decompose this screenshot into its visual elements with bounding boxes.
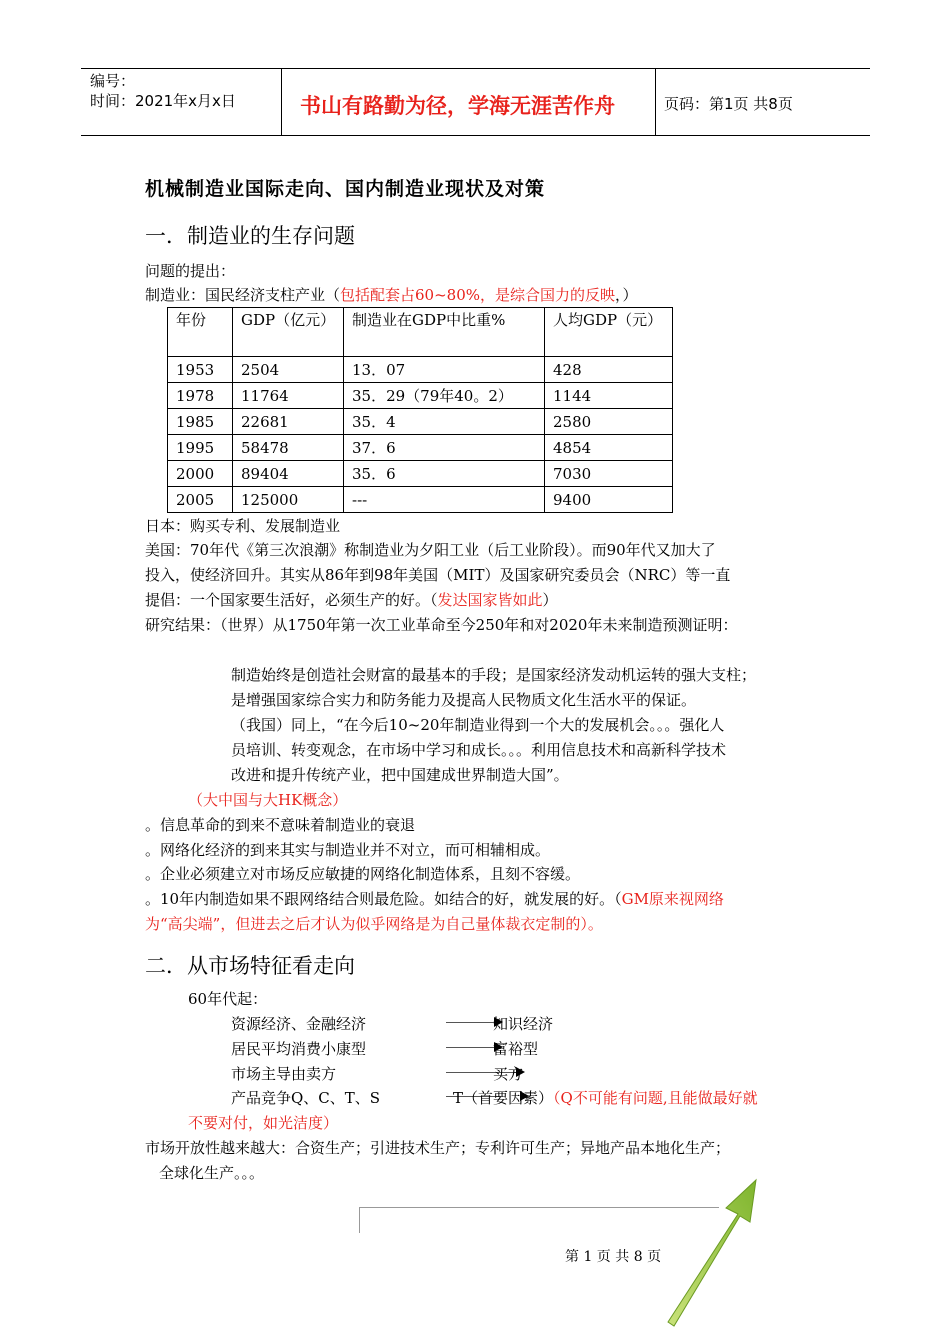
table-cell: 125000 [233, 487, 344, 513]
trend-from-4: 产品竞争Q、C、T、S [231, 1089, 381, 1107]
bullet-4-prefix: 。10年内制造如果不跟网络结合则最危险。如结合的好，就发展的好。（ [145, 890, 622, 908]
usa-line-3-red: 发达国家皆如此 [437, 591, 543, 609]
table-cell: 58478 [233, 435, 344, 461]
bullet-3: 。企业必须建立对市场反应敏捷的网络化制造体系，且刻不容缓。 [145, 865, 581, 883]
usa-line-3-suffix: ） [542, 591, 558, 609]
header-divider-left [281, 68, 282, 135]
header-bottom-rule [81, 135, 870, 136]
section-2-heading: 二．从市场特征看走向 [145, 954, 355, 978]
research-line: 研究结果：（世界）从1750年第一次工业革命至今250年和对2020年未来制造预测证明： [145, 616, 738, 634]
usa-line-3-prefix: 提倡：一个国家要生活好，必须生产的好。（ [145, 591, 438, 609]
trend-to-4-text: T（首要因素） [453, 1089, 554, 1107]
trend-to-4 [453, 1086, 758, 1111]
header-motto: 书山有路勤为径，学海无涯苦作舟 [300, 94, 615, 118]
trend-to-1: 知识经济 [493, 1015, 554, 1033]
usa-line-2: 投入，使经济回升。其实从86年到98年美国（MIT）及国家研究委员会（NRC）等一直 [145, 566, 731, 584]
table-cell: 1144 [545, 383, 673, 409]
line2-suffix: ，） [615, 286, 638, 304]
table-cell: 35．4 [344, 409, 545, 435]
table-row [168, 435, 673, 461]
table-cell: 2580 [545, 409, 673, 435]
table-cell: 1953 [168, 357, 233, 383]
usa-line-1: 美国：70年代《第三次浪潮》称制造业为夕阳工业（后工业阶段）。而90年代又加大了 [145, 541, 716, 559]
table-header-gdp: GDP（亿元） [233, 308, 344, 357]
header-top-rule [81, 68, 870, 69]
table-row [168, 409, 673, 435]
table-cell: 35．29（79年40。2） [344, 383, 545, 409]
table-cell: 35．6 [344, 461, 545, 487]
market-open-line-2: 全球化生产。。。 [159, 1164, 265, 1182]
table-row [168, 357, 673, 383]
table-row [168, 461, 673, 487]
trend-from-1: 资源经济、金融经济 [231, 1015, 367, 1033]
footer-page-number: 第 1 页 共 8 页 [565, 1249, 662, 1265]
table-cell: 7030 [545, 461, 673, 487]
document-title: 机械制造业国际走向、国内制造业现状及对策 [145, 178, 546, 200]
section-1-line2 [145, 283, 638, 308]
quote-line-3: （我国）同上，“在今后10~20年制造业得到一个大的发展机会。。。强化人 [231, 716, 725, 734]
table-header-row [168, 308, 673, 357]
quality-note-red-1: （Q不可能有问题,且能做最好就 [553, 1089, 758, 1107]
quality-note-red-2: 不要对付，如光洁度） [188, 1114, 339, 1132]
concept-note: （大中国与大HK概念） [188, 791, 348, 809]
since-60s: 60年代起： [188, 990, 268, 1008]
table-cell: 9400 [545, 487, 673, 513]
table-header-year: 年份 [168, 308, 233, 357]
trend-to-2: 富裕型 [493, 1040, 539, 1058]
table-cell: 89404 [233, 461, 344, 487]
bullet-4-red-1: GM原来视网络 [621, 890, 724, 908]
table-header-per-capita: 人均GDP（元） [545, 308, 673, 357]
header-page-info: 页码：第1页 共8页 [664, 95, 793, 113]
table-cell: 22681 [233, 409, 344, 435]
quote-line-2: 是增强国家综合实力和防务能力及提高人民物质文化生活水平的保证。 [231, 691, 697, 709]
quote-line-1: 制造始终是创造社会财富的最基本的手段；是国家经济发动机运转的强大支柱； [231, 666, 757, 684]
table-cell: 4854 [545, 435, 673, 461]
bullet-4 [145, 887, 724, 912]
section-1-heading: 一．制造业的生存问题 [145, 224, 355, 248]
table-cell: 13．07 [344, 357, 545, 383]
header-number-label: 编号： [90, 72, 136, 90]
market-open-line-1: 市场开放性越来越大：合资生产；引进技术生产；专利许可生产；异地产品本地化生产； [145, 1139, 731, 1157]
bullet-2: 。网络化经济的到来其实与制造业并不对立，而可相辅相成。 [145, 841, 551, 859]
bullet-1: 。信息革命的到来不意味着制造业的衰退 [145, 816, 416, 834]
line2-red-note: 包括配套占60~80%，是综合国力的反映 [340, 286, 616, 304]
usa-line-3 [145, 588, 558, 613]
table-cell: 1995 [168, 435, 233, 461]
table-header-share: 制造业在GDP中比重% [344, 308, 545, 357]
table-cell: 37．6 [344, 435, 545, 461]
line2-prefix: 制造业：国民经济支柱产业（ [145, 286, 341, 304]
table-cell: 2000 [168, 461, 233, 487]
table-cell: 1978 [168, 383, 233, 409]
quote-line-5: 改进和提升传统产业，把中国建成世界制造大国”。 [231, 766, 569, 784]
table-row [168, 383, 673, 409]
trend-from-2: 居民平均消费小康型 [231, 1040, 367, 1058]
section-1-intro: 问题的提出： [145, 262, 236, 280]
footer-rule-left [359, 1207, 360, 1233]
table-cell: 2005 [168, 487, 233, 513]
table-cell: --- [344, 487, 545, 513]
table-cell: 11764 [233, 383, 344, 409]
header-divider-right [655, 68, 656, 135]
quote-line-4: 员培训、转变观念，在市场中学习和成长。。。利用信息技术和高新科学技术 [231, 741, 727, 759]
trend-to-3: 买方 [493, 1065, 524, 1083]
trend-from-3: 市场主导由卖方 [231, 1065, 337, 1083]
table-cell: 1985 [168, 409, 233, 435]
table-cell: 428 [545, 357, 673, 383]
bullet-4-continued: 为“高尖端”，但进去之后才认为似乎网络是为自己量体裁衣定制的）。 [145, 915, 603, 933]
japan-line: 日本：购买专利、发展制造业 [145, 517, 341, 535]
green-arrow-icon [660, 1172, 780, 1342]
table-row [168, 487, 673, 513]
table-cell: 2504 [233, 357, 344, 383]
header-time-label: 时间：2021年x月x日 [90, 92, 236, 110]
gdp-table [167, 307, 673, 513]
